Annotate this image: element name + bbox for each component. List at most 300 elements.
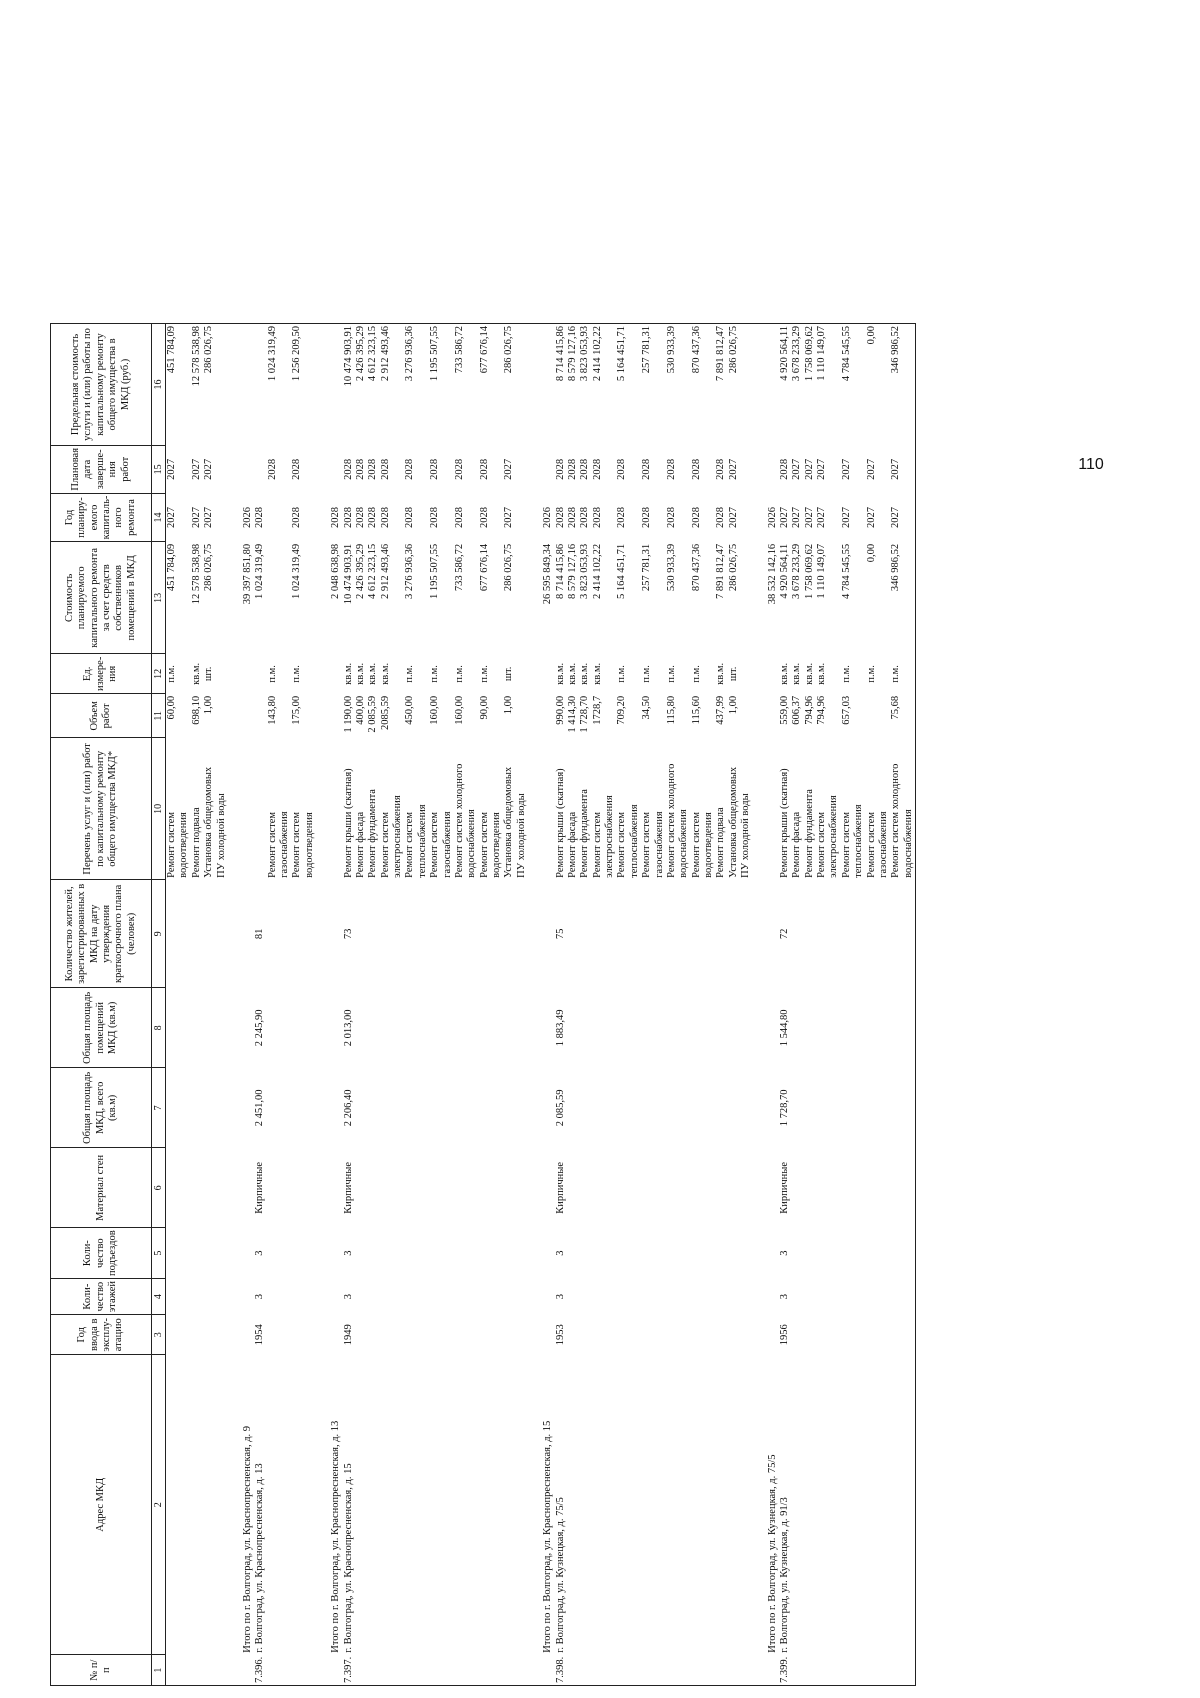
cell-area2	[291, 988, 316, 1068]
cell-built	[166, 1315, 191, 1355]
cell-date: 2027	[791, 458, 803, 480]
cell-area2	[355, 988, 367, 1068]
cell-addr	[479, 1355, 504, 1655]
cell-vol: 794,96	[816, 695, 827, 725]
column-number-7: 7	[152, 1068, 166, 1148]
cell-date: 2027	[203, 458, 215, 480]
cell-work: Ремонт систем водоотведения	[690, 811, 714, 878]
cell-year: 2028	[579, 507, 591, 528]
cell-cost: 1 024 319,49	[291, 543, 303, 599]
cell-addr	[528, 1355, 542, 1655]
cell-cost	[316, 542, 330, 654]
cell-addr	[592, 1355, 617, 1655]
cell-num	[166, 1655, 191, 1686]
cell-unit	[767, 654, 779, 694]
cell-wall	[728, 1148, 753, 1228]
cell-res	[715, 880, 727, 988]
spacer-row	[753, 323, 767, 1685]
cell-addr: г. Волгоград, ул. Краснопресненская, д. 15	[342, 1463, 354, 1653]
cell-limit: 1 256 209,50	[291, 323, 316, 445]
cell-cost	[228, 542, 242, 654]
column-number-9: 9	[152, 880, 166, 988]
cell-unit: п.м.	[690, 665, 702, 683]
cell-floors: 3	[342, 1293, 354, 1300]
cell-cost: 8 579 127,16	[566, 543, 578, 599]
column-number-11: 11	[152, 694, 166, 738]
cell-unit: п.м.	[890, 654, 915, 694]
cell-vol: 990,00	[554, 695, 566, 725]
column-number-13: 13	[152, 542, 166, 654]
cell-vol: 1 414,30	[566, 695, 578, 733]
work-row	[503, 323, 528, 1685]
cell-built: 1953	[554, 1324, 566, 1346]
cell-addr	[666, 1355, 691, 1655]
cell-unit: п.м.	[478, 665, 490, 683]
cell-wall	[429, 1148, 454, 1228]
cell-num	[579, 1655, 591, 1686]
cell-addr	[355, 1355, 367, 1655]
cell-wall	[291, 1148, 316, 1228]
cell-date: 2028	[566, 458, 578, 480]
cell-entr	[355, 1228, 367, 1279]
cell-res: 72	[778, 928, 790, 940]
cell-cost: 346 986,52	[890, 542, 915, 654]
cell-vol	[866, 694, 891, 738]
cell-wall	[579, 1148, 591, 1228]
cell-year: 2028	[591, 507, 603, 528]
cell-date	[316, 445, 330, 493]
cell-floors	[542, 1278, 554, 1314]
cell-entr	[841, 1228, 866, 1279]
cell-unit	[528, 654, 542, 694]
cell-area	[404, 1068, 429, 1148]
cell-area2: 2 245,90	[254, 1009, 266, 1047]
cell-entr: 3	[554, 1250, 566, 1256]
cell-wall	[641, 1148, 666, 1228]
cell-num	[330, 1655, 342, 1686]
cell-year: 2028	[354, 507, 366, 528]
cell-num	[592, 1655, 617, 1686]
cell-vol: 709,20	[616, 695, 628, 725]
cell-unit	[542, 654, 554, 694]
cell-cost: 733 586,72	[453, 543, 465, 592]
cell-wall	[791, 1148, 803, 1228]
cell-num	[691, 1655, 716, 1686]
cell-limit: 3 823 053,93	[579, 323, 591, 445]
cell-floors	[503, 1278, 528, 1314]
column-number-8: 8	[152, 988, 166, 1068]
cell-floors	[579, 1278, 591, 1314]
cell-built	[866, 1315, 891, 1355]
cell-res	[579, 880, 591, 988]
cell-floors	[753, 1278, 767, 1314]
cell-res	[528, 880, 542, 988]
cell-work: Ремонт систем электроснабжения	[591, 795, 615, 878]
cell-work: Установка общедомовых ПУ холодной воды	[503, 766, 527, 878]
cell-year: 2028	[330, 507, 342, 528]
cell-built	[767, 1315, 779, 1355]
cell-area2	[380, 988, 405, 1068]
header-col-16: Предельная стоимость услуги и (или) работы по капитальному ремонту общего имущества в МКД (руб.)	[51, 323, 152, 445]
cell-addr	[728, 1355, 753, 1655]
column-number-4: 4	[152, 1278, 166, 1314]
cell-vol: 115,80	[665, 695, 677, 725]
cell-addr: Итого по г. Волгоград, ул. Кузнецкая, д. 75/5	[766, 1454, 778, 1653]
cell-entr	[804, 1228, 816, 1279]
cell-entr	[479, 1228, 504, 1279]
cell-res	[479, 880, 504, 988]
cell-area2	[367, 988, 379, 1068]
cell-area	[816, 1068, 841, 1148]
header-col-7: Общая площадь МКД, всего (кв.м)	[51, 1068, 152, 1148]
cell-res	[866, 880, 891, 988]
cell-year: 2028	[429, 507, 441, 528]
work-row	[666, 323, 691, 1685]
cell-limit: 3 678 233,29	[791, 323, 803, 445]
cell-year: 2027	[166, 493, 191, 542]
cell-date: 2028	[266, 458, 278, 480]
cell-wall	[367, 1148, 379, 1228]
cell-addr: Итого по г. Волгоград, ул. Краснопресненская, д. 13	[330, 1420, 342, 1653]
cell-wall	[316, 1148, 330, 1228]
cell-floors: 3	[778, 1293, 790, 1300]
cell-area2	[890, 988, 915, 1068]
cell-wall	[355, 1148, 367, 1228]
cell-wall	[592, 1148, 617, 1228]
cell-addr	[616, 1355, 641, 1655]
cell-num	[641, 1655, 666, 1686]
cell-year	[528, 493, 542, 542]
cell-date	[242, 445, 254, 493]
cell-unit: кв.м.	[816, 662, 827, 685]
cell-addr: г. Волгоград, ул. Кузнецкая, д. 75/5	[554, 1497, 566, 1653]
cell-cost: 4 920 564,11	[778, 543, 790, 599]
work-row	[890, 323, 915, 1685]
cell-date: 2028	[690, 458, 702, 480]
cell-vol: 1,00	[727, 695, 739, 715]
cell-unit: п.м.	[429, 665, 441, 683]
cell-cost: 1 195 507,55	[429, 543, 441, 599]
cell-year: 2026	[241, 507, 253, 528]
work-row	[380, 323, 405, 1685]
cell-num: 7.397.	[343, 1655, 355, 1686]
cell-res	[367, 880, 379, 988]
cell-floors	[715, 1278, 727, 1314]
cell-unit	[316, 654, 330, 694]
cell-addr: Итого по г. Волгоград, ул. Краснопресненская, д. 15	[542, 1420, 554, 1653]
cell-floors	[767, 1278, 779, 1314]
cell-area2	[715, 988, 727, 1068]
cell-built	[291, 1315, 316, 1355]
work-row	[804, 323, 816, 1685]
cell-num	[228, 1655, 242, 1686]
cell-built	[330, 1315, 342, 1355]
cell-date: 2028	[291, 458, 303, 480]
cell-area	[804, 1068, 816, 1148]
cell-floors	[841, 1278, 866, 1314]
cell-num	[666, 1655, 691, 1686]
cell-entr: 3	[778, 1250, 790, 1256]
cell-work: Установка общедомовых ПУ холодной воды	[727, 766, 752, 878]
cell-unit: кв.м.	[715, 662, 727, 685]
cell-cost	[267, 542, 292, 654]
cell-date: 2028	[665, 458, 677, 480]
header-col-14: Год планиру-емого капиталь-ного ремонта	[51, 493, 152, 542]
cell-year: 2028	[715, 507, 727, 528]
header-col-2: Адрес МКД	[51, 1355, 152, 1655]
cell-unit	[330, 654, 342, 694]
cell-limit: 12 578 538,98	[191, 323, 203, 445]
cell-res	[404, 880, 429, 988]
cell-cost: 39 397 851,80	[241, 543, 253, 605]
cell-floors	[666, 1278, 691, 1314]
cell-floors	[191, 1278, 203, 1314]
work-row	[367, 323, 379, 1685]
cell-cost: 257 781,31	[641, 543, 653, 592]
cell-cost: 38 532 142,16	[766, 543, 778, 605]
cell-work	[316, 738, 330, 880]
cell-built: 1956	[778, 1324, 790, 1346]
cell-num	[242, 1655, 254, 1686]
cell-work: Ремонт фундамента	[367, 789, 379, 878]
cell-addr: г. Волгоград, ул. Кузнецкая, д. 91/3	[778, 1497, 790, 1653]
cell-unit: кв.м.	[579, 662, 591, 685]
cell-year: 2028	[566, 507, 578, 528]
cell-unit: п.м.	[453, 665, 465, 683]
work-row	[841, 323, 866, 1685]
cell-vol: 559,00	[778, 695, 790, 725]
header-col-5: Коли-чество подъездов	[51, 1228, 152, 1279]
cell-date: 2028	[715, 458, 727, 480]
cell-floors: 3	[254, 1293, 266, 1300]
cell-area	[528, 1068, 542, 1148]
cell-work: Ремонт систем электроснабжения	[379, 795, 403, 878]
cell-floors	[316, 1278, 330, 1314]
cell-work: Ремонт подвала	[715, 807, 727, 878]
cell-date: 2027	[803, 458, 815, 480]
cell-area	[479, 1068, 504, 1148]
cell-num	[316, 1655, 330, 1686]
cell-limit: 2 414 102,22	[592, 323, 617, 445]
cell-year: 2028	[554, 507, 566, 528]
cell-cost: 2 426 395,29	[354, 543, 366, 599]
cell-date: 2027	[166, 445, 191, 493]
cell-limit	[330, 323, 342, 445]
cell-built	[616, 1315, 641, 1355]
column-number-row	[152, 323, 166, 1685]
cell-floors	[330, 1278, 342, 1314]
work-row	[567, 323, 579, 1685]
cell-num	[616, 1655, 641, 1686]
cell-year: 2027	[778, 507, 790, 528]
cell-area	[728, 1068, 753, 1148]
cell-cost: 2 414 102,22	[591, 543, 603, 599]
cell-entr	[291, 1228, 316, 1279]
cell-num	[291, 1655, 316, 1686]
cell-year: 2027	[865, 507, 877, 528]
cell-cost: 1 024 319,49	[254, 543, 266, 599]
total-row	[767, 323, 779, 1685]
cell-wall: Кирпичные	[554, 1161, 566, 1214]
cell-addr	[641, 1355, 666, 1655]
cell-res	[841, 880, 866, 988]
cell-built	[641, 1315, 666, 1355]
cell-built	[228, 1315, 242, 1355]
cell-vol: 75,68	[890, 694, 915, 738]
work-row	[355, 323, 367, 1685]
cell-year: 2028	[641, 507, 653, 528]
cell-num	[841, 1655, 866, 1686]
cell-area2	[579, 988, 591, 1068]
cell-built	[791, 1315, 803, 1355]
cell-entr	[641, 1228, 666, 1279]
cell-addr	[753, 1355, 767, 1655]
cell-floors	[228, 1278, 242, 1314]
cell-area2	[592, 988, 617, 1068]
cell-limit: 2 912 493,46	[380, 323, 405, 445]
cell-limit	[767, 323, 779, 445]
cell-res	[816, 880, 841, 988]
cell-entr	[503, 1228, 528, 1279]
cell-limit: 677 676,14	[479, 323, 504, 445]
cell-floors	[380, 1278, 405, 1314]
cell-area	[267, 1068, 292, 1148]
work-row	[866, 323, 891, 1685]
cell-res	[616, 880, 641, 988]
cell-year: 2028	[665, 507, 677, 528]
cell-work: Ремонт систем газоснабжения	[641, 811, 665, 878]
cell-year: 2028	[404, 507, 416, 528]
cell-res	[228, 880, 242, 988]
cell-year: 2028	[342, 507, 354, 528]
cell-addr	[866, 1355, 891, 1655]
cell-floors	[816, 1278, 841, 1314]
cell-wall	[267, 1148, 292, 1228]
cell-vol: 160,00	[453, 695, 465, 725]
cell-res	[330, 880, 342, 988]
cell-cost: 286 026,75	[203, 543, 215, 592]
cell-unit: кв.м.	[791, 662, 803, 685]
cell-work: Ремонт фундамента	[803, 789, 815, 878]
cell-area	[291, 1068, 316, 1148]
cell-area	[367, 1068, 379, 1148]
cell-num	[454, 1655, 479, 1686]
cell-wall	[767, 1148, 779, 1228]
cell-year: 2028	[379, 507, 391, 528]
cell-num	[380, 1655, 405, 1686]
cell-work: Ремонт систем холодного водоснабжения	[890, 738, 915, 880]
cell-limit: 8 579 127,16	[567, 323, 579, 445]
cell-addr	[791, 1355, 803, 1655]
cell-addr	[503, 1355, 528, 1655]
cell-area	[503, 1068, 528, 1148]
cell-vol: 160,00	[429, 695, 441, 725]
cell-addr	[203, 1355, 228, 1655]
cell-vol: 115,60	[690, 695, 702, 725]
work-row	[592, 323, 617, 1685]
cell-entr	[166, 1228, 191, 1279]
cell-area	[715, 1068, 727, 1148]
cell-wall	[330, 1148, 342, 1228]
cell-res	[267, 880, 292, 988]
cell-vol: 2085,59	[379, 695, 391, 730]
cell-num	[816, 1655, 841, 1686]
cell-date	[254, 445, 266, 493]
cell-date: 2028	[778, 458, 790, 480]
cell-entr	[191, 1228, 203, 1279]
cell-vol: 2 085,59	[367, 695, 379, 733]
cell-limit: 733 586,72	[454, 323, 479, 445]
column-number-12: 12	[152, 654, 166, 694]
cell-entr	[228, 1228, 242, 1279]
cell-wall	[166, 1148, 191, 1228]
cell-addr	[890, 1355, 915, 1655]
cell-floors	[528, 1278, 542, 1314]
cell-addr	[380, 1355, 405, 1655]
cell-built	[804, 1315, 816, 1355]
cell-addr	[166, 1355, 191, 1655]
cell-area	[866, 1068, 891, 1148]
cell-res	[728, 880, 753, 988]
cell-unit: кв.м.	[566, 662, 578, 685]
cell-area: 2 451,00	[254, 1089, 266, 1127]
cell-num: 7.396.	[254, 1655, 266, 1686]
cell-res	[242, 880, 254, 988]
cell-cost: 4 612 323,15	[367, 543, 379, 599]
cell-res	[753, 880, 767, 988]
column-number-16: 16	[152, 323, 166, 445]
cell-year: 2028	[453, 507, 465, 528]
cell-addr	[228, 1355, 242, 1655]
cell-built	[355, 1315, 367, 1355]
cell-limit: 1 024 319,49	[267, 323, 292, 445]
cell-date: 2028	[579, 458, 591, 480]
cell-area2	[841, 988, 866, 1068]
cell-num	[528, 1655, 542, 1686]
cell-vol	[316, 694, 330, 738]
cell-unit: кв.м.	[342, 662, 354, 685]
cell-built	[454, 1315, 479, 1355]
cell-num	[479, 1655, 504, 1686]
cell-floors	[641, 1278, 666, 1314]
cell-limit	[316, 323, 330, 445]
cell-entr	[330, 1228, 342, 1279]
cell-cost: 1 758 069,62	[803, 543, 815, 599]
cell-date: 2028	[404, 458, 416, 480]
cell-limit: 0,00	[866, 323, 891, 445]
work-row	[715, 323, 727, 1685]
cell-wall	[616, 1148, 641, 1228]
cell-work	[254, 738, 266, 880]
cell-limit	[542, 323, 554, 445]
cell-res	[380, 880, 405, 988]
cell-built	[429, 1315, 454, 1355]
cell-work: Ремонт систем водоотведения	[291, 811, 315, 878]
cell-floors	[691, 1278, 716, 1314]
cell-entr	[203, 1228, 228, 1279]
cell-floors	[203, 1278, 228, 1314]
cell-area2	[866, 988, 891, 1068]
cell-floors: 3	[554, 1293, 566, 1300]
cell-unit	[254, 654, 266, 694]
cell-wall	[816, 1148, 841, 1228]
cell-wall	[691, 1148, 716, 1228]
cell-addr	[316, 1355, 330, 1655]
cell-limit: 257 781,31	[641, 323, 666, 445]
cell-floors	[367, 1278, 379, 1314]
cell-floors	[429, 1278, 454, 1314]
cell-date: 2028	[429, 458, 441, 480]
